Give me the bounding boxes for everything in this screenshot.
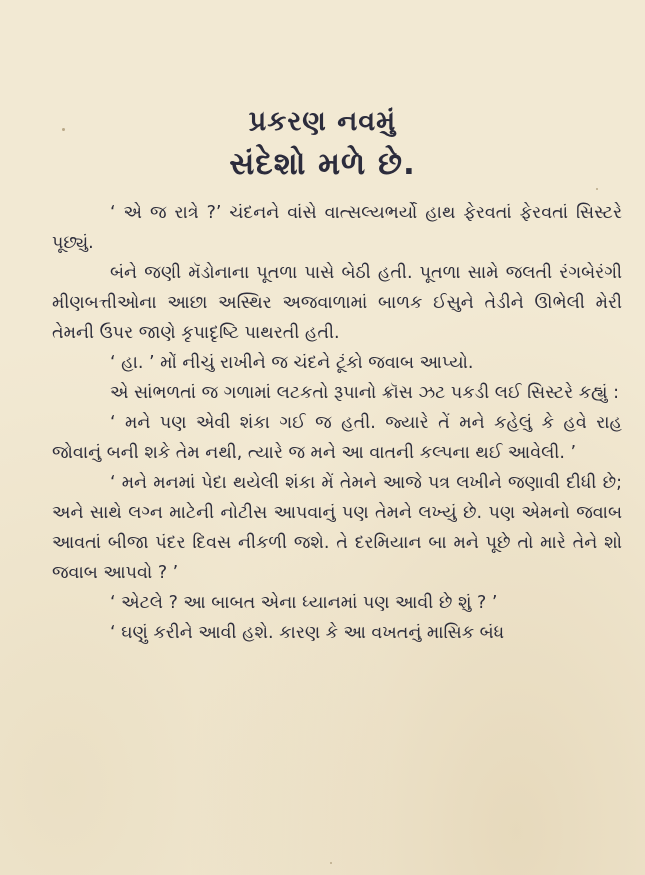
paragraph: ‘ મને પણ એવી શંકા ગઈ જ હતી. જ્યારે તેં મને કહેલું કે હવે રાહ જોવાનું બની શકે તેમ નથી, ત્યારે જ મને આ વાતની કલ્પના થઈ આવેલી. ’	[52, 413, 622, 463]
paragraph: એ સાંભળતાં જ ગળામાં લટકતો રૂપાનો ક્રૉસ ઝટ પકડી લઈ સિસ્ટરે કહ્યું :	[110, 383, 619, 403]
paper-speck	[330, 862, 332, 864]
paper-speck	[596, 188, 598, 190]
paragraph: ‘ એટલે ? આ બાબત એના ધ્યાનમાં પણ આવી છે શું ? ’	[110, 593, 498, 613]
paragraph: બંને જણી મૅડોનાના પૂતળા પાસે બેઠી હતી. પૂતળા સામે જલતી રંગબેરંગી મીણબત્તીઓના આછા અસ્થિર અજવાળામાં બાળક ઈસુને તેડીને ઊભેલી મેરી તેમની ઉપર જાણે કૃપાદૃષ્ટિ પાથરતી હતી.	[52, 263, 622, 343]
paragraph: ‘ હા. ’ મોં નીચું રાખીને જ ચંદને ટૂંકો જવાબ આપ્યો.	[110, 353, 474, 373]
paragraph: ‘ ઘણું કરીને આવી હશે. કારણ કે આ વખતનું માસિક બંધ	[110, 623, 505, 643]
chapter-heading: પ્રકરણ નવમું	[248, 106, 397, 137]
chapter-body	[52, 198, 622, 648]
paragraph: ‘ એ જ રાત્રે ?’ ચંદનને વાંસે વાત્સલ્યભર્યો હાથ ફેરવતાં ફેરવતાં સિસ્ટરે પૂછ્યું.	[52, 203, 622, 253]
paragraph: ‘ મને મનમાં પેદા થયેલી શંકા મેં તેમને આજે પત્ર લખીને જણાવી દીધી છે; અને સાથે લગ્ન માટેની નોટીસ આપવાનું પણ તેમને લખ્યું છે. પણ એમનો જવાબ આવતાં બીજા પંદર દિવસ નીકળી જશે. તે દરમિયાન બા મને પૂછે તો મારે તેને શો જવાબ આપવો ? ’	[52, 473, 622, 583]
chapter-title: સંદેશો મળે છે.	[229, 146, 416, 182]
